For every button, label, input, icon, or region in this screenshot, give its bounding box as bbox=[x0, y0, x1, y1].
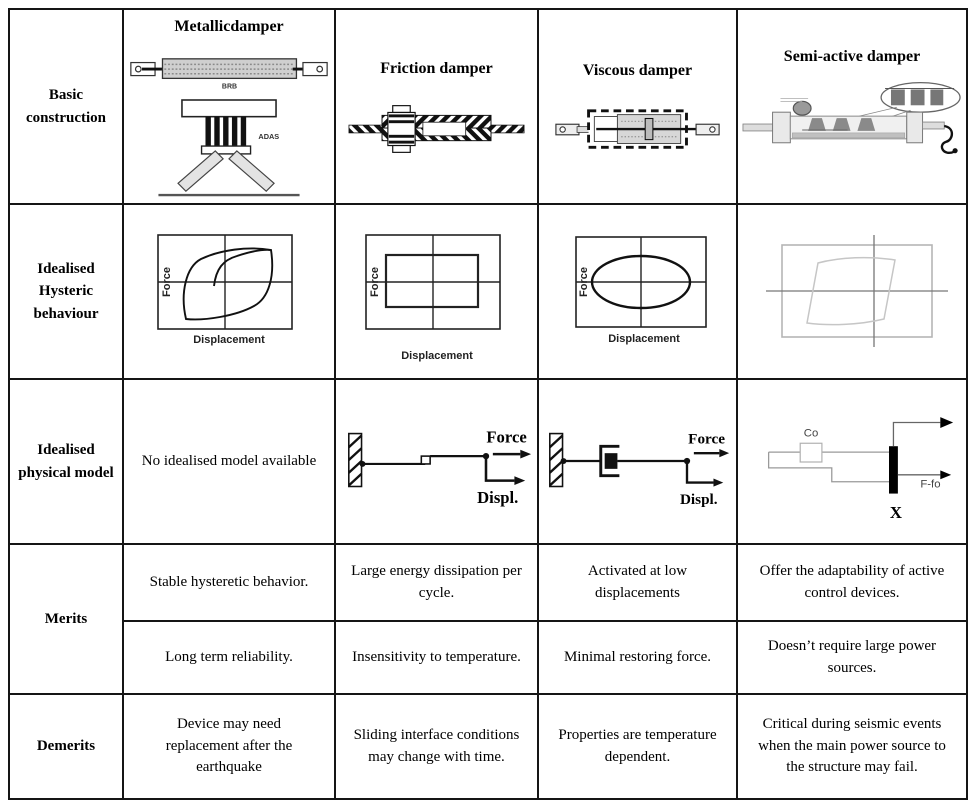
displacement-axis-label-clipped: Displacement bbox=[400, 349, 473, 362]
column-header-viscous: Viscous damper bbox=[582, 62, 693, 79]
friction-hysteresis-plot bbox=[352, 229, 522, 362]
force-axis-label: Force bbox=[368, 266, 381, 297]
cell-basic-friction bbox=[335, 9, 538, 204]
brb-damper-diagram bbox=[129, 48, 329, 92]
row-label-basic-construction: Basic construction bbox=[9, 9, 123, 204]
row-label-hysteric: Idealised Hysteric behaviour bbox=[9, 204, 123, 379]
row-merits-1 bbox=[9, 544, 967, 621]
column-header-metallic: Metallicdamper bbox=[174, 18, 284, 35]
x-label: X bbox=[889, 502, 902, 522]
demerit-metallic: Device may need replacement after the earthquake bbox=[123, 694, 335, 799]
page bbox=[0, 8, 973, 805]
row-physical-model bbox=[9, 379, 967, 544]
cell-physical-semi bbox=[737, 379, 967, 544]
cell-hysteric-viscous bbox=[538, 204, 737, 379]
column-header-friction: Friction damper bbox=[380, 60, 493, 77]
merit-semi-2: Doesn’t require large power sources. bbox=[737, 621, 967, 694]
cell-basic-semi bbox=[737, 9, 967, 204]
semi-active-hysteresis-plot bbox=[752, 229, 952, 355]
friction-damper-diagram bbox=[347, 98, 527, 160]
row-label-merits: Merits bbox=[9, 544, 123, 694]
adas-damper-diagram bbox=[131, 96, 327, 202]
cell-hysteric-metallic bbox=[123, 204, 335, 379]
cell-basic-metallic bbox=[123, 9, 335, 204]
demerit-viscous: Properties are temperature dependent. bbox=[538, 694, 737, 799]
viscous-damper-diagram bbox=[554, 102, 722, 158]
row-label-demerits: Demerits bbox=[9, 694, 123, 799]
force-label: Force bbox=[688, 430, 726, 448]
f-fo-label: F-fo bbox=[920, 478, 941, 491]
cell-physical-metallic bbox=[123, 379, 335, 544]
displacement-axis-label: Displacement bbox=[193, 333, 265, 346]
adas-label: ADAS bbox=[258, 132, 280, 142]
no-model-text: No idealised model available bbox=[141, 452, 317, 469]
displacement-axis-label: Displacement bbox=[607, 332, 680, 345]
cell-hysteric-friction bbox=[335, 204, 538, 379]
damper-comparison-table bbox=[8, 8, 968, 800]
semi-active-damper-diagram bbox=[741, 80, 963, 172]
merit-friction-2: Insensitivity to temperature. bbox=[335, 621, 538, 694]
demerit-semi: Critical during seismic events when the main power source to the structure may fail. bbox=[737, 694, 967, 799]
row-demerits bbox=[9, 694, 967, 799]
merit-metallic-1: Stable hysteretic behavior. bbox=[123, 544, 335, 621]
displ-label: Displ. bbox=[679, 491, 718, 509]
force-axis-label: Force bbox=[577, 266, 590, 297]
merit-viscous-2: Minimal restoring force. bbox=[538, 621, 737, 694]
row-basic-construction bbox=[9, 9, 967, 204]
friction-physical-model bbox=[339, 409, 535, 514]
force-axis-label: Force bbox=[161, 266, 173, 297]
co-label: Co bbox=[803, 426, 819, 439]
displ-label: Displ. bbox=[476, 488, 518, 508]
demerit-friction: Sliding interface conditions may change with time. bbox=[335, 694, 538, 799]
merit-friction-1: Large energy dissipation per cycle. bbox=[335, 544, 538, 621]
force-label: Force bbox=[485, 427, 527, 447]
row-label-physical: Idealised physical model bbox=[9, 379, 123, 544]
cell-basic-viscous bbox=[538, 9, 737, 204]
viscous-physical-model bbox=[540, 409, 736, 514]
merit-metallic-2: Long term reliability. bbox=[123, 621, 335, 694]
brb-label: BRB bbox=[221, 83, 238, 91]
cell-physical-friction bbox=[335, 379, 538, 544]
semi-active-physical-model bbox=[741, 387, 963, 537]
cell-hysteric-semi bbox=[737, 204, 967, 379]
row-hysteric-behaviour bbox=[9, 204, 967, 379]
merit-semi-1: Offer the adaptability of active control devices. bbox=[737, 544, 967, 621]
metallic-hysteresis-plot bbox=[144, 229, 314, 355]
row-merits-2 bbox=[9, 621, 967, 694]
column-header-semi: Semi-active damper bbox=[783, 48, 921, 65]
cell-physical-viscous bbox=[538, 379, 737, 544]
merit-viscous-1: Activated at low displacements bbox=[538, 544, 737, 621]
viscous-hysteresis-plot bbox=[558, 229, 718, 355]
